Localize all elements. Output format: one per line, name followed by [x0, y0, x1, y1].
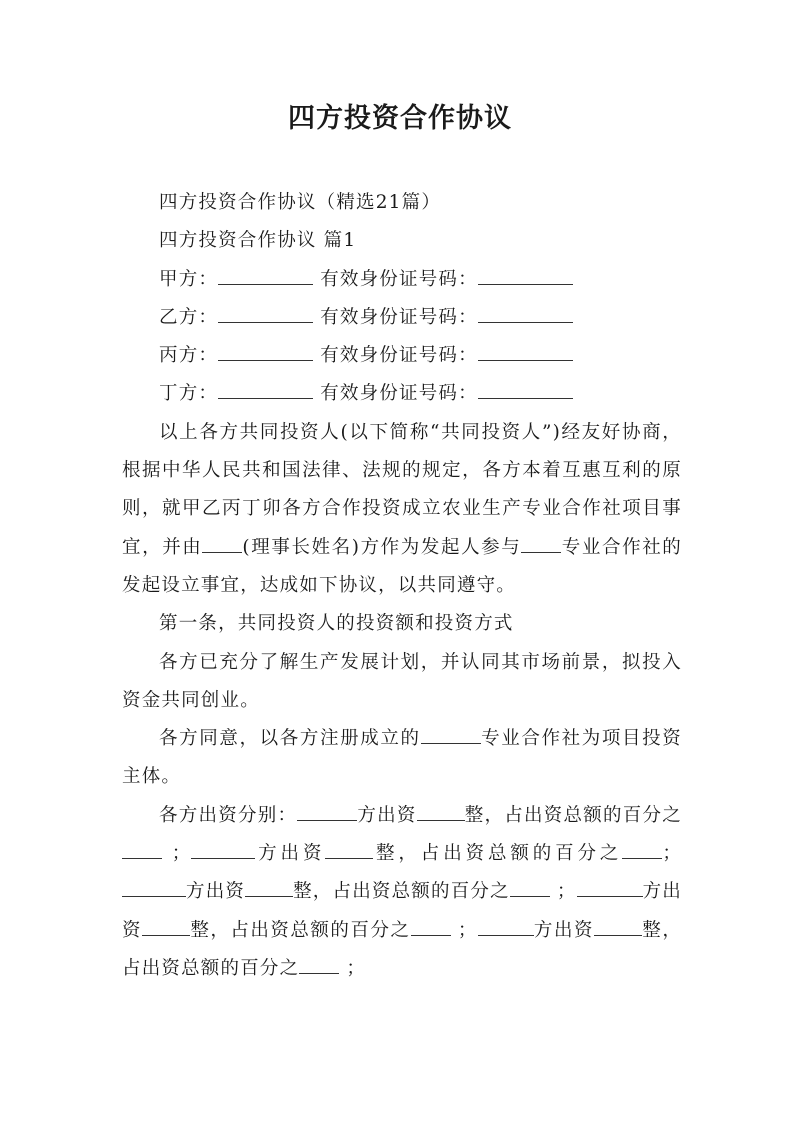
contrib-zheng: 整，占出资总额的百分之 [190, 919, 411, 941]
party-label: 丙方： [159, 345, 219, 367]
party-blank [191, 837, 255, 859]
party-line-yi [122, 299, 682, 337]
amount-blank [325, 837, 373, 859]
contrib-fang: 方出资 [186, 881, 246, 903]
party-blank [122, 875, 186, 897]
contrib-semicolon: ； [450, 919, 478, 941]
agree-paragraph [122, 720, 682, 797]
contrib-fang: 方出资 [533, 919, 594, 941]
contrib-semicolon: ； [549, 881, 577, 903]
agree-text-a: 各方同意，以各方注册成立的 [159, 728, 421, 750]
contrib-fang: 方出资 [122, 881, 682, 941]
party-label: 乙方： [159, 306, 219, 328]
percent-blank [622, 837, 662, 859]
document-body [122, 184, 682, 988]
intro-text-c: 专业合作社的发起设立事宜，达成如下协议，以共同遵守。 [122, 536, 683, 596]
contrib-semicolon: ； [162, 843, 192, 865]
agree-text-b: 专业合作社为项目投资主体。 [122, 728, 682, 788]
percent-blank [299, 952, 339, 974]
percent-blank [411, 913, 451, 935]
percent-blank [510, 875, 550, 897]
id-label: 有效身份证号码： [320, 383, 478, 405]
party-line-jia [122, 261, 682, 299]
contrib-zheng: 整，占出资总额的百分之 [293, 881, 510, 903]
party-name-blank [218, 377, 313, 399]
contrib-fang: 方出资 [357, 804, 417, 826]
amount-blank [594, 913, 642, 935]
contrib-semicolon: ； [339, 957, 367, 979]
party-name-blank [218, 339, 313, 361]
amount-blank [417, 798, 465, 820]
intro-paragraph [122, 414, 682, 605]
chairman-name-blank [202, 530, 242, 552]
section-heading: 四方投资合作协议 篇1 [159, 230, 357, 252]
id-label: 有效身份证号码： [320, 306, 478, 328]
party-line-ding [122, 375, 682, 413]
id-number-blank [478, 339, 573, 361]
party-name-blank [218, 301, 313, 323]
document-subtitle: 四方投资合作协议（精选21篇） [159, 192, 442, 213]
contrib-zheng: 整，占出资总额的百分之 [373, 843, 623, 865]
cooperative-blank [421, 722, 481, 744]
party-name-blank [218, 262, 313, 284]
party-blank [478, 913, 534, 935]
amount-blank [142, 913, 190, 935]
id-number-blank [478, 301, 573, 323]
party-label: 甲方： [159, 268, 219, 290]
contrib-semicolon: ； [662, 843, 683, 865]
party-blank [577, 875, 643, 897]
id-label: 有效身份证号码： [320, 268, 478, 290]
contribution-paragraph [122, 797, 682, 988]
plan-paragraph: 各方已充分了解生产发展计划，并认同其市场前景，拟投入资金共同创业。 [122, 651, 682, 711]
document-title: 四方投资合作协议 [288, 103, 512, 134]
id-label: 有效身份证号码： [320, 345, 478, 367]
contrib-fang: 方出资 [255, 843, 326, 865]
party-line-bing [122, 337, 682, 375]
amount-blank [245, 875, 293, 897]
article-1-heading: 第一条，共同投资人的投资额和投资方式 [159, 613, 514, 635]
id-number-blank [478, 262, 573, 284]
contrib-lead: 各方出资分别： [159, 804, 298, 826]
party-blank [297, 798, 357, 820]
contrib-zheng: 整，占出资总额的百分之 [122, 919, 683, 979]
id-number-blank [478, 377, 573, 399]
party-label: 丁方： [159, 383, 219, 405]
percent-blank [122, 837, 162, 859]
intro-text-b: (理事长姓名)方作为发起人参与 [242, 536, 522, 558]
cooperative-name-blank [521, 530, 561, 552]
intro-text-a: 以上各方共同投资人(以下简称“共同投资人”)经友好协商，根据中华人民共和国法律、法规的规定，各方本着互惠互利的原则，就甲乙丙丁卯各方合作投资成立农业生产专业合作社项目事宜，并由 [122, 421, 682, 558]
contrib-zheng: 整，占出资总额的百分之 [464, 804, 682, 826]
